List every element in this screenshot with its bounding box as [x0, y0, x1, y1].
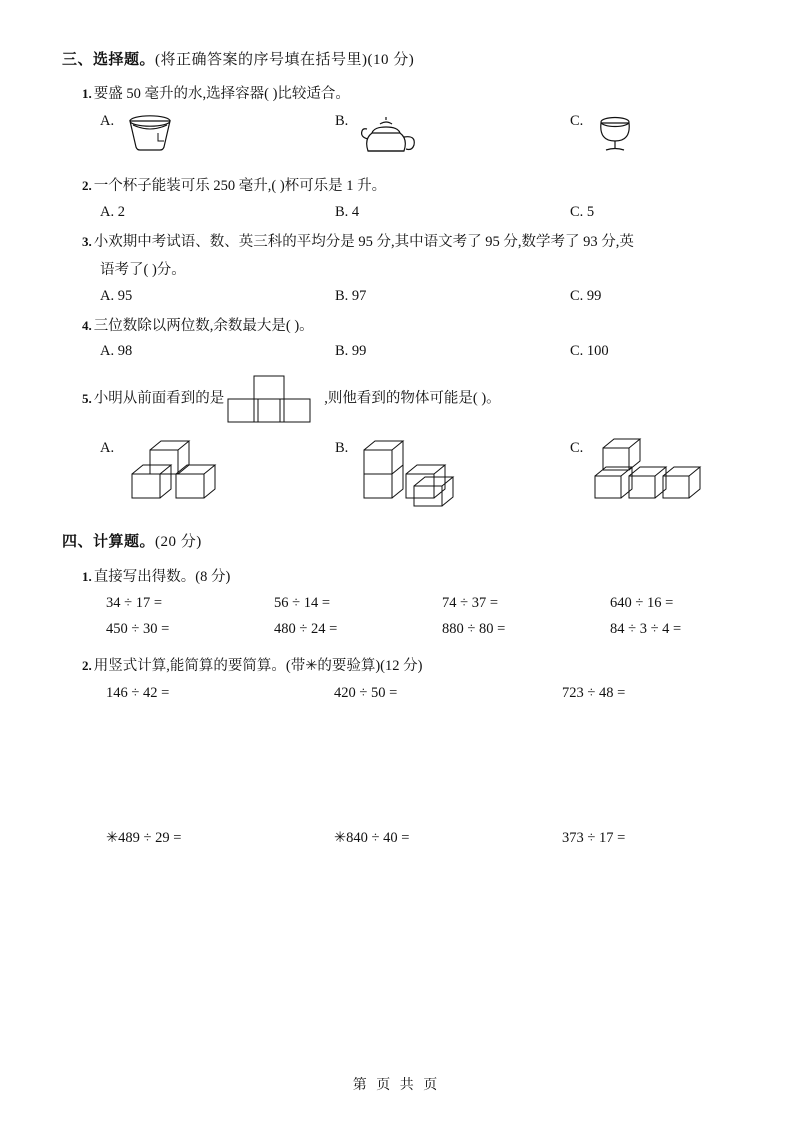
calc-item[interactable]: 56 ÷ 14 =: [274, 595, 331, 612]
option-label-c: C.: [570, 113, 584, 130]
teapot-icon: [354, 111, 424, 157]
question-2-option-c[interactable]: C. 5: [570, 203, 595, 220]
question-4-option-a[interactable]: A. 98: [100, 343, 133, 360]
question-4-option-c[interactable]: C. 100: [570, 343, 609, 360]
sub-1-text: 直接写出得数。(8 分): [93, 569, 231, 586]
question-1-option-c[interactable]: [570, 111, 793, 157]
question-5-options: [62, 438, 731, 512]
question-2-number: 2.: [82, 178, 92, 194]
question-3-text: 小欢期中考试语、数、英三科的平均分是 95 分,其中语文考了 95 分,数学考了 93 分,英: [93, 233, 634, 250]
question-4-text: 三位数除以两位数,余数最大是( )。: [93, 317, 314, 334]
question-3-text-line2: 语考了( )分。: [100, 262, 186, 279]
calc-item[interactable]: 74 ÷ 37 =: [442, 595, 499, 612]
question-1: [62, 83, 731, 105]
calc-item[interactable]: 480 ÷ 24 =: [274, 621, 338, 638]
calc-item[interactable]: 420 ÷ 50 =: [334, 685, 398, 702]
section-three-title: [62, 48, 731, 69]
goblet-icon: [589, 111, 641, 155]
sub-2-text: 用竖式计算,能简算的要简算。(带✳的要验算)(12 分): [93, 658, 423, 675]
question-2-options: [62, 204, 731, 221]
calc-row-4: [62, 830, 731, 847]
bucket-icon: [120, 111, 178, 153]
question-3: [62, 231, 731, 253]
calc-item[interactable]: 723 ÷ 48 =: [562, 685, 626, 702]
question-1-options: [62, 111, 731, 157]
question-5-option-a[interactable]: [100, 438, 335, 512]
question-5-number: 5.: [82, 390, 92, 406]
question-3-option-b[interactable]: B. 97: [335, 287, 367, 304]
solid-figure-a: [120, 438, 238, 508]
section-four-heading: 四、计算题。: [62, 534, 156, 551]
front-view-figure: [226, 374, 322, 424]
calc-row-1: [62, 595, 731, 612]
question-3-option-c[interactable]: C. 99: [570, 287, 602, 304]
question-3-number: 3.: [82, 233, 92, 249]
question-5-option-c[interactable]: [570, 438, 793, 512]
option-label-c: C.: [570, 440, 584, 457]
calc-item[interactable]: 880 ÷ 80 =: [442, 621, 506, 638]
option-label-b: B.: [335, 440, 349, 457]
calc-item[interactable]: ✳489 ÷ 29 =: [106, 830, 182, 847]
section-four-sub-2: [62, 654, 731, 675]
work-space-1: [62, 712, 731, 820]
section-three-heading: 三、选择题。: [62, 52, 156, 68]
question-4-options: [62, 343, 731, 360]
question-1-number: 1.: [82, 86, 92, 101]
calc-item[interactable]: 450 ÷ 30 =: [106, 621, 170, 638]
section-four: [62, 530, 731, 847]
question-1-option-a[interactable]: [100, 111, 335, 157]
question-4-number: 4.: [82, 317, 92, 333]
section-three: [62, 48, 731, 512]
solid-figure-c: [589, 438, 707, 512]
section-three-heading-note: (将正确答案的序号填在括号里)(10 分): [155, 52, 415, 68]
calc-item[interactable]: 373 ÷ 17 =: [562, 830, 626, 847]
calc-item[interactable]: 84 ÷ 3 ÷ 4 =: [610, 621, 682, 638]
calc-item[interactable]: ✳840 ÷ 40 =: [334, 830, 410, 847]
question-4: [62, 315, 731, 337]
question-3-option-a[interactable]: A. 95: [100, 287, 133, 304]
option-label-a: A.: [100, 113, 115, 130]
question-1-text: 要盛 50 毫升的水,选择容器( )比较适合。: [93, 86, 350, 102]
question-2-text: 一个杯子能装可乐 250 毫升,( )杯可乐是 1 升。: [93, 178, 387, 195]
question-2-option-b[interactable]: B. 4: [335, 203, 360, 220]
calc-item[interactable]: 146 ÷ 42 =: [106, 685, 170, 702]
solid-figure-b: [354, 438, 478, 512]
question-5: [62, 374, 731, 424]
sub-1-number: 1.: [82, 569, 92, 585]
question-2: [62, 175, 731, 197]
option-label-a: A.: [100, 440, 115, 457]
page-footer: 第 页 共 页: [352, 1078, 441, 1093]
section-four-title: [62, 530, 731, 551]
calc-item[interactable]: 640 ÷ 16 =: [610, 595, 674, 612]
question-4-option-b[interactable]: B. 99: [335, 343, 367, 360]
calc-row-3: [62, 685, 731, 702]
question-3-options: [62, 288, 731, 305]
question-1-option-b[interactable]: [335, 111, 570, 157]
sub-2-number: 2.: [82, 658, 92, 674]
calc-row-2: [62, 621, 731, 638]
option-label-b: B.: [335, 113, 349, 130]
section-four-heading-note: (20 分): [155, 534, 202, 551]
section-four-sub-1: [62, 565, 731, 586]
question-2-option-a[interactable]: A. 2: [100, 203, 125, 220]
calc-item[interactable]: 34 ÷ 17 =: [106, 595, 163, 612]
question-5-option-b[interactable]: [335, 438, 570, 512]
question-5-text-after: ,则他看到的物体可能是( )。: [324, 390, 501, 407]
question-5-text-before: 小明从前面看到的是: [93, 390, 225, 407]
